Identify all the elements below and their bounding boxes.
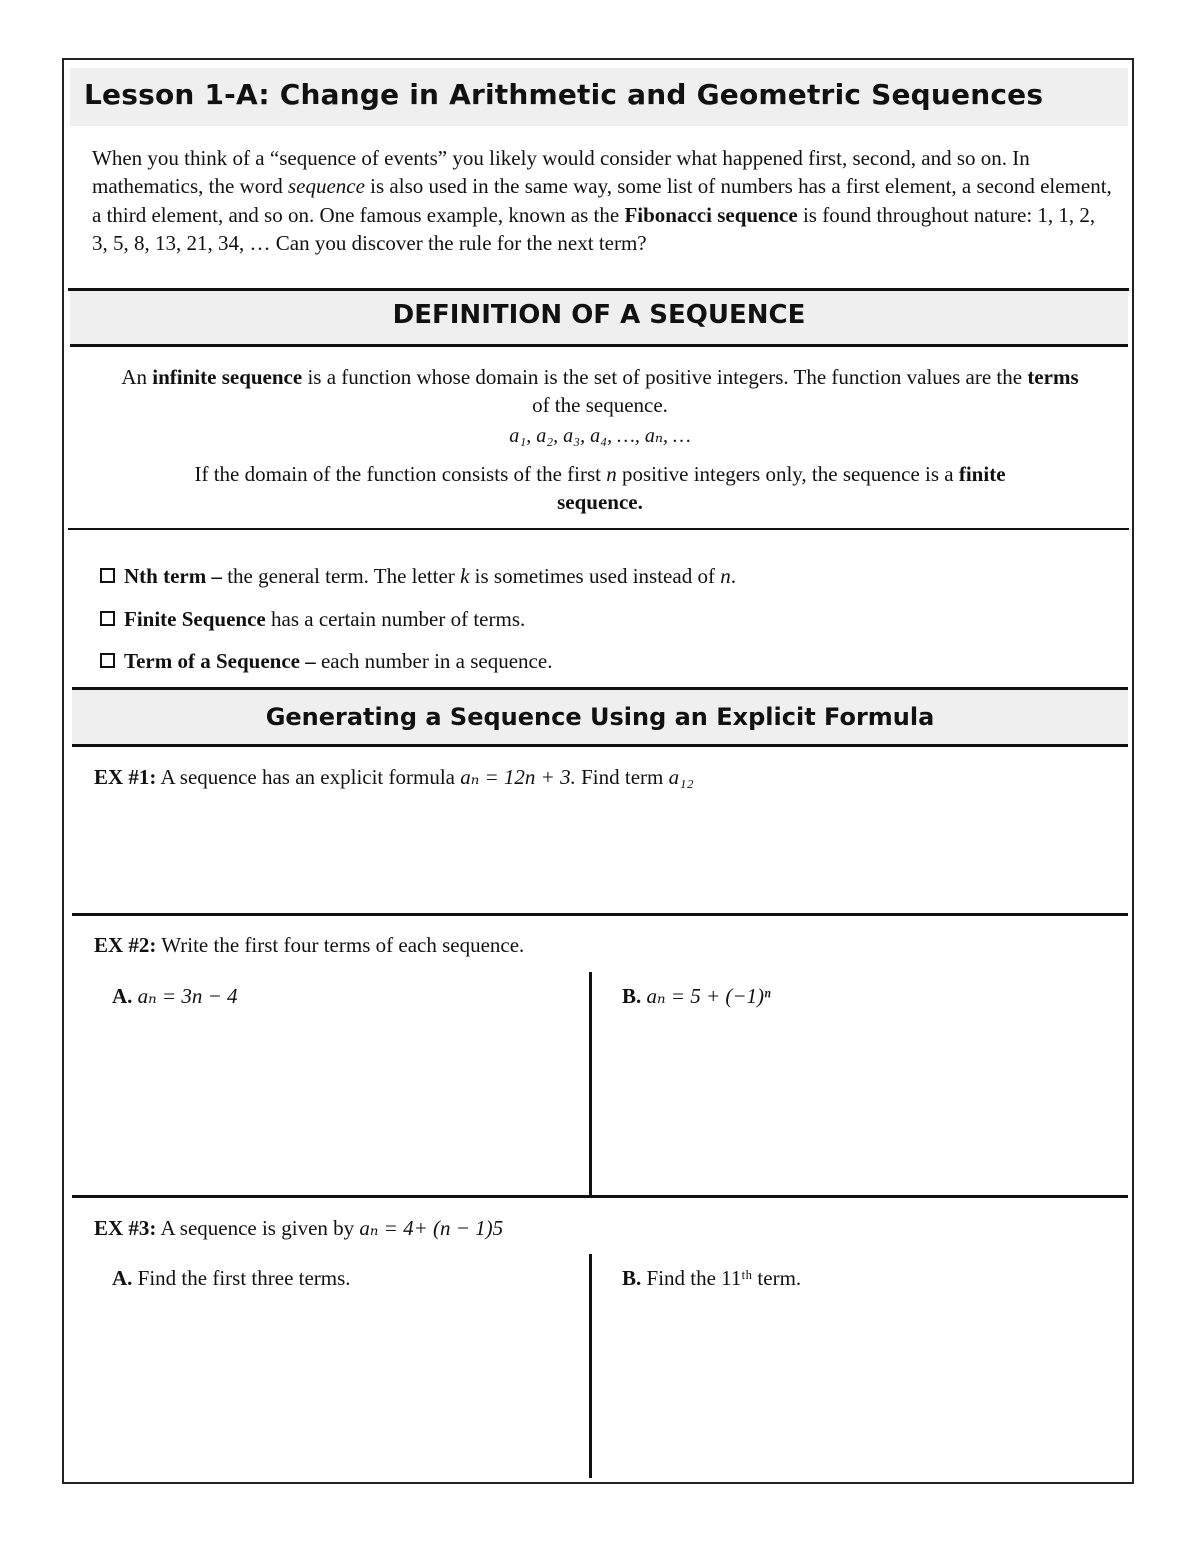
intro-paragraph: [92, 144, 1112, 258]
bullet-var-n: n: [720, 564, 731, 588]
list-item-term-of-sequence: [100, 647, 1100, 690]
ex3-part-b-text: Find the 11ᵗʰ term.: [641, 1266, 802, 1290]
lesson-title: Lesson 1-A: Change in Arithmetic and Geometric Sequences: [84, 78, 1044, 111]
definition-heading: DEFINITION OF A SEQUENCE: [392, 300, 806, 330]
bullet-text: .: [730, 564, 736, 588]
ex2-part-a-formula: aₙ = 3n − 4: [137, 984, 238, 1008]
example-1: [94, 765, 694, 790]
ex3-formula: aₙ = 4+ (n − 1)5: [359, 1216, 504, 1240]
definition-paragraph-2: [160, 460, 1040, 517]
ex2-part-b: [622, 984, 771, 1009]
ex1-text-b: Find term: [575, 765, 669, 789]
intro-text-1: When you think of a “sequence of events” you likely would consider what happened first, second, and so on. In mathematics, the word: [92, 146, 1030, 199]
bullet-text: each number in a sequence.: [315, 649, 553, 673]
def-terms-term: terms: [1027, 365, 1079, 389]
ex3-label: EX #3:: [94, 1216, 157, 1240]
example-3: [94, 1216, 503, 1241]
ex2-part-b-label: B.: [622, 984, 642, 1008]
divider-ex3-top: [72, 1195, 1128, 1198]
def2-var-n: n: [606, 462, 617, 486]
ex3-column-divider: [589, 1254, 592, 1478]
intro-fibonacci-term: Fibonacci sequence: [624, 202, 798, 227]
ex2-part-a-label: A.: [112, 984, 133, 1008]
bullet-text: the general term. The letter: [221, 564, 461, 588]
list-item-nth-term: [100, 562, 1100, 605]
checkbox-icon: [100, 653, 115, 668]
bullet-text: is sometimes used instead of: [469, 564, 721, 588]
ex2-part-a: [112, 984, 238, 1009]
intro-text-3: is found throughout nature: 1, 1, 2, 3, 5, 8, 13, 21, 34, … Can you discover the rule for the next term?: [92, 202, 1096, 256]
ex1-formula: aₙ = 12n + 3.: [460, 765, 576, 789]
def2-finite-sequence-term: finite sequence.: [557, 462, 1006, 515]
bullet-var-k: k: [460, 564, 470, 588]
ex3-text: A sequence is given by: [156, 1216, 360, 1240]
ex1-target-term: a₁₂: [668, 765, 694, 789]
def-text-b: is a function whose domain is the set of positive integers. The function values are the: [302, 365, 1028, 389]
bullet-term: Finite Sequence: [124, 606, 266, 631]
def2-text-a: If the domain of the function consists of the first: [194, 462, 607, 486]
divider-after-definition: [68, 528, 1129, 530]
ex3-part-b-label: B.: [622, 1266, 642, 1290]
def-infinite-sequence-term: infinite sequence: [152, 365, 303, 389]
intro-text-2: is also used in the same way, some list of numbers has a first element, a second element, a third element, and so on. One famous example, known as the: [92, 174, 1112, 227]
bullet-text: has a certain number of terms.: [265, 606, 526, 631]
ex2-column-divider: [589, 972, 592, 1196]
ex2-part-b-formula: aₙ = 5 + (−1)ⁿ: [646, 984, 771, 1008]
bullet-term: Term of a Sequence –: [124, 649, 316, 673]
divider-ex2-top: [72, 913, 1128, 916]
checkbox-icon: [100, 568, 115, 583]
list-item-finite-sequence: [100, 605, 1100, 648]
ex2-label: EX #2:: [94, 933, 157, 957]
divider-explicit-bottom: [72, 744, 1128, 747]
divider-definition-bottom: [70, 344, 1128, 347]
intro-emphasis-word: sequence: [287, 174, 365, 199]
ex3-part-b: [622, 1266, 801, 1291]
checkbox-icon: [100, 611, 115, 626]
explicit-heading: Generating a Sequence Using an Explicit Formula: [265, 703, 935, 731]
def-text-c: of the sequence.: [532, 393, 668, 418]
ex1-text-a: A sequence has an explicit formula: [156, 765, 461, 789]
def-text-a: An: [121, 365, 153, 389]
bullet-term: Nth term –: [124, 564, 222, 588]
ex3-part-a-label: A.: [112, 1266, 133, 1290]
ex3-part-a-text: Find the first three terms.: [132, 1266, 351, 1290]
definition-paragraph-1: [120, 363, 1080, 420]
ex3-part-a: [112, 1266, 351, 1291]
ex2-text: Write the first four terms of each sequence.: [156, 933, 525, 957]
example-2: [94, 933, 524, 958]
ex1-label: EX #1:: [94, 765, 157, 789]
vocabulary-list: [100, 562, 1100, 690]
def2-text-b: positive integers only, the sequence is a: [616, 462, 959, 486]
definition-terms-list: a₁, a₂, a₃, a₄, …, aₙ, …: [509, 425, 691, 447]
